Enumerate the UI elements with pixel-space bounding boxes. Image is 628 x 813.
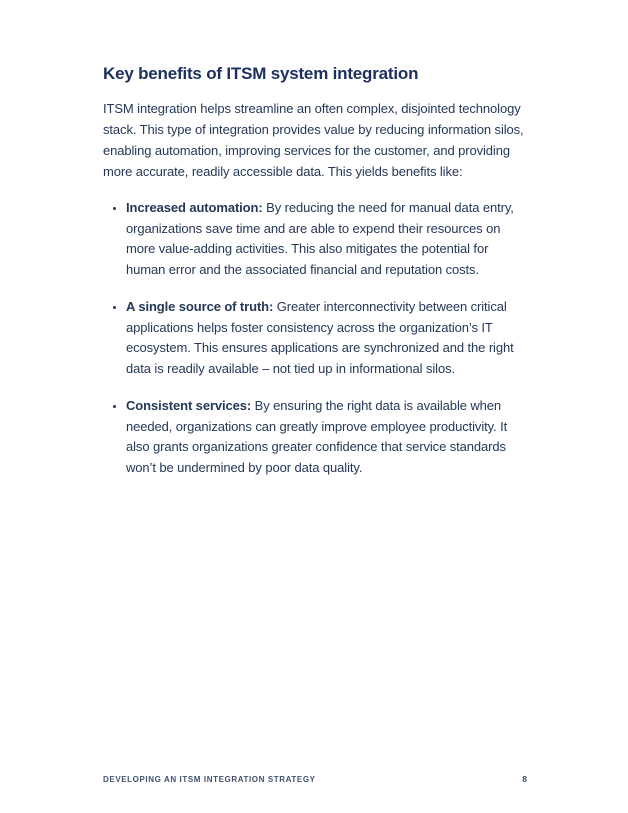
footer-page-number: 8: [522, 774, 527, 784]
benefit-body: By reducing the need for manual data entry, organizations save time and are able to expend their resources on more value-adding activities. This also mitigates the potential for human error and the associated financial and reputation costs.: [126, 200, 514, 277]
benefit-text: [126, 396, 527, 478]
page-title: Key benefits of ITSM system integration: [103, 64, 419, 83]
intro-paragraph: ITSM integration helps streamline an often complex, disjointed technology stack. This type of integration provides value by reducing information silos, enabling automation, improving services for the customer, and providing more accurate, readily accessible data. This yields benefits like:: [103, 101, 524, 179]
page-footer: [103, 774, 527, 784]
document-content: [103, 63, 533, 495]
benefit-lead: Increased automation:: [126, 200, 263, 215]
bullet-dot-icon: [113, 306, 116, 309]
benefit-text: [126, 297, 527, 379]
benefit-text: [126, 198, 527, 280]
bullet-dot-icon: [113, 207, 116, 210]
benefit-body: Greater interconnectivity between critical applications helps foster consistency across the organization’s IT ecosystem. This ensures applications are synchronized and the right data is readily available – not tied up in informational silos.: [126, 299, 514, 376]
list-item: [103, 396, 533, 478]
benefit-lead: A single source of truth:: [126, 299, 274, 314]
benefit-body: By ensuring the right data is available when needed, organizations can greatly improve employee productivity. It also grants organizations greater confidence that service standards won’t be undermined by poor data quality.: [126, 398, 508, 475]
bullet-dot-icon: [113, 405, 116, 408]
list-item: [103, 297, 533, 379]
benefit-list: [103, 198, 533, 478]
benefit-lead: Consistent services:: [126, 398, 252, 413]
footer-document-title: DEVELOPING AN ITSM INTEGRATION STRATEGY: [103, 775, 316, 784]
list-item: [103, 198, 533, 280]
